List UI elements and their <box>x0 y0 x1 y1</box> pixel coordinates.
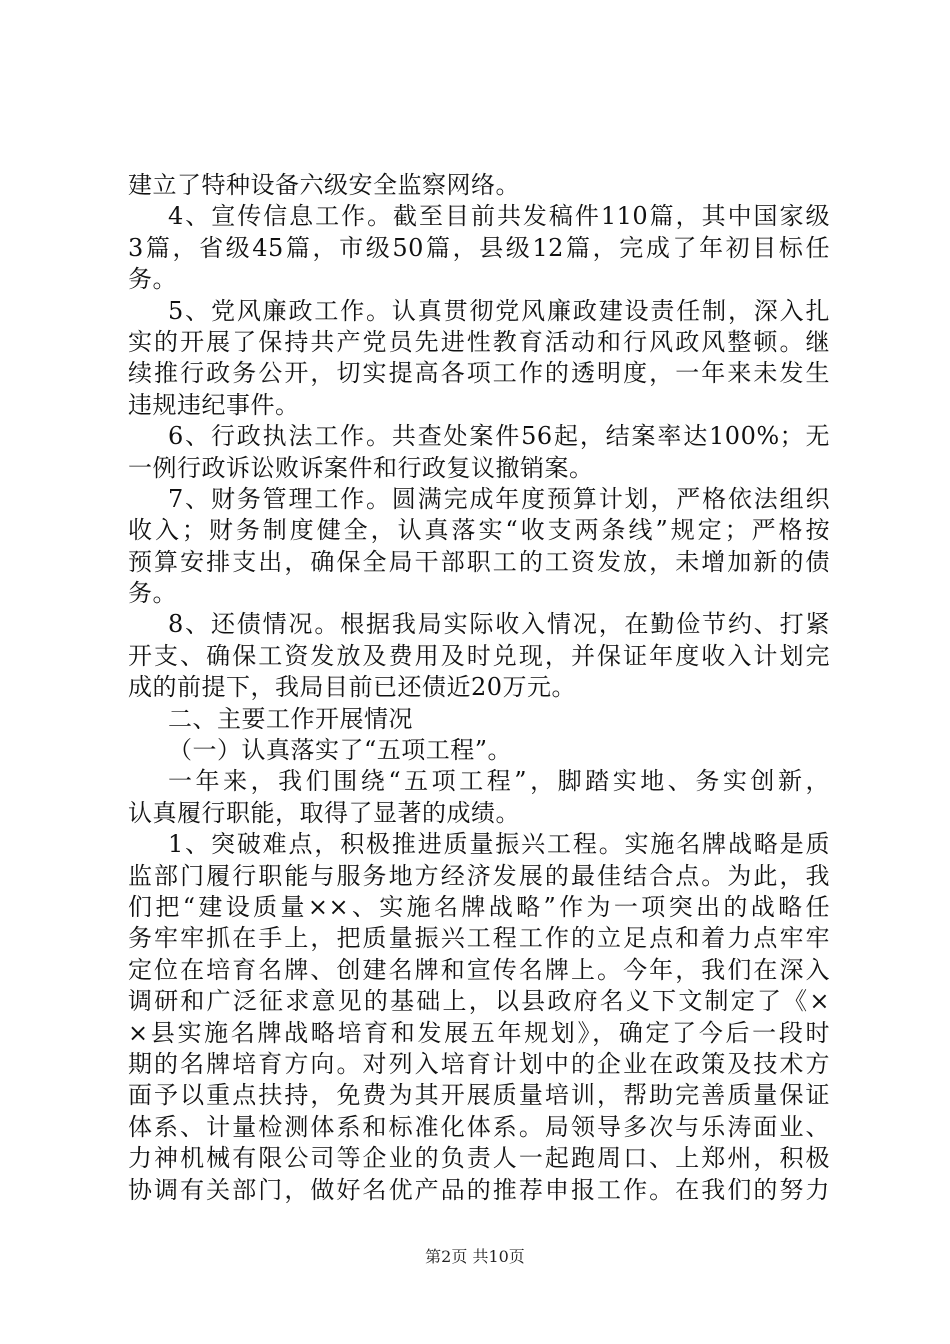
text-line: 一例行政诉讼败诉案件和行政复议撤销案。 <box>128 453 594 482</box>
text-line: 定位在培育名牌、创建名牌和宣传名牌上。今年，我们在深入 <box>128 955 830 984</box>
text-line: 违规违纪事件。 <box>128 390 300 419</box>
text-line: 建立了特种设备六级安全监察网络。 <box>128 171 520 199</box>
document-body <box>128 170 830 1206</box>
text-line: 7、财务管理工作。圆满完成年度预算计划，严格依法组织 <box>168 484 830 513</box>
text-line: 5、党风廉政工作。认真贯彻党风廉政建设责任制，深入扎 <box>168 296 830 325</box>
text-line: 8、还债情况。根据我局实际收入情况，在勤俭节约、打紧 <box>168 610 830 639</box>
text-line: 续推行政务公开，切实提高各项工作的透明度，一年来未发生 <box>128 359 830 388</box>
text-line: 务牢牢抓在手上，把质量振兴工程工作的立足点和着力点牢牢 <box>128 924 830 953</box>
text-line: 协调有关部门，做好名优产品的推荐申报工作。在我们的努力 <box>128 1175 830 1204</box>
text-line: 监部门履行职能与服务地方经济发展的最佳结合点。为此，我 <box>128 861 830 890</box>
text-line: 认真履行职能，取得了显著的成绩。 <box>128 798 520 827</box>
text-line: 预算安排支出，确保全局干部职工的工资发放，未增加新的债 <box>128 547 830 576</box>
text-line: 面予以重点扶持，免费为其开展质量培训，帮助完善质量保证 <box>128 1081 830 1110</box>
text-line: 务。 <box>128 579 177 608</box>
text-line: 二、主要工作开展情况 <box>168 704 413 733</box>
text-line: 一年来，我们围绕“五项工程”，脚踏实地、务实创新， <box>168 767 830 796</box>
text-line: 收入；财务制度健全，认真落实“收支两条线”规定；严格按 <box>128 516 830 545</box>
text-line: 体系、计量检测体系和标准化体系。局领导多次与乐涛面业、 <box>128 1112 830 1141</box>
text-line: 力神机械有限公司等企业的负责人一起跑周口、上郑州，积极 <box>128 1144 830 1173</box>
text-line: 1、突破难点，积极推进质量振兴工程。实施名牌战略是质 <box>168 830 830 859</box>
text-line: 们把“建设质量××、实施名牌战略”作为一项突出的战略任 <box>128 892 830 921</box>
text-line: ×县实施名牌战略培育和发展五年规划》，确定了今后一段时 <box>128 1018 830 1047</box>
text-line: 开支、确保工资发放及费用及时兑现，并保证年度收入计划完 <box>128 641 830 670</box>
text-line: 6、行政执法工作。共查处案件56起，结案率达100%；无 <box>168 422 830 451</box>
text-line: 务。 <box>128 265 177 294</box>
text-line: 3篇，省级45篇，市级50篇，县级12篇，完成了年初目标任 <box>128 233 830 262</box>
page-number-footer: 第2页 共10页 <box>425 1247 525 1266</box>
text-line: 调研和广泛征求意见的基础上，以县政府名义下文制定了《× <box>128 987 830 1016</box>
text-line: 实的开展了保持共产党员先进性教育活动和行风政风整顿。继 <box>128 327 830 356</box>
text-line: （一）认真落实了“五项工程”。 <box>168 736 513 765</box>
text-line: 期的名牌培育方向。对列入培育计划中的企业在政策及技术方 <box>128 1049 830 1078</box>
text-line: 成的前提下，我局目前已还债近20万元。 <box>128 673 577 702</box>
text-line: 4、宣传信息工作。截至目前共发稿件110篇，其中国家级 <box>168 202 830 231</box>
